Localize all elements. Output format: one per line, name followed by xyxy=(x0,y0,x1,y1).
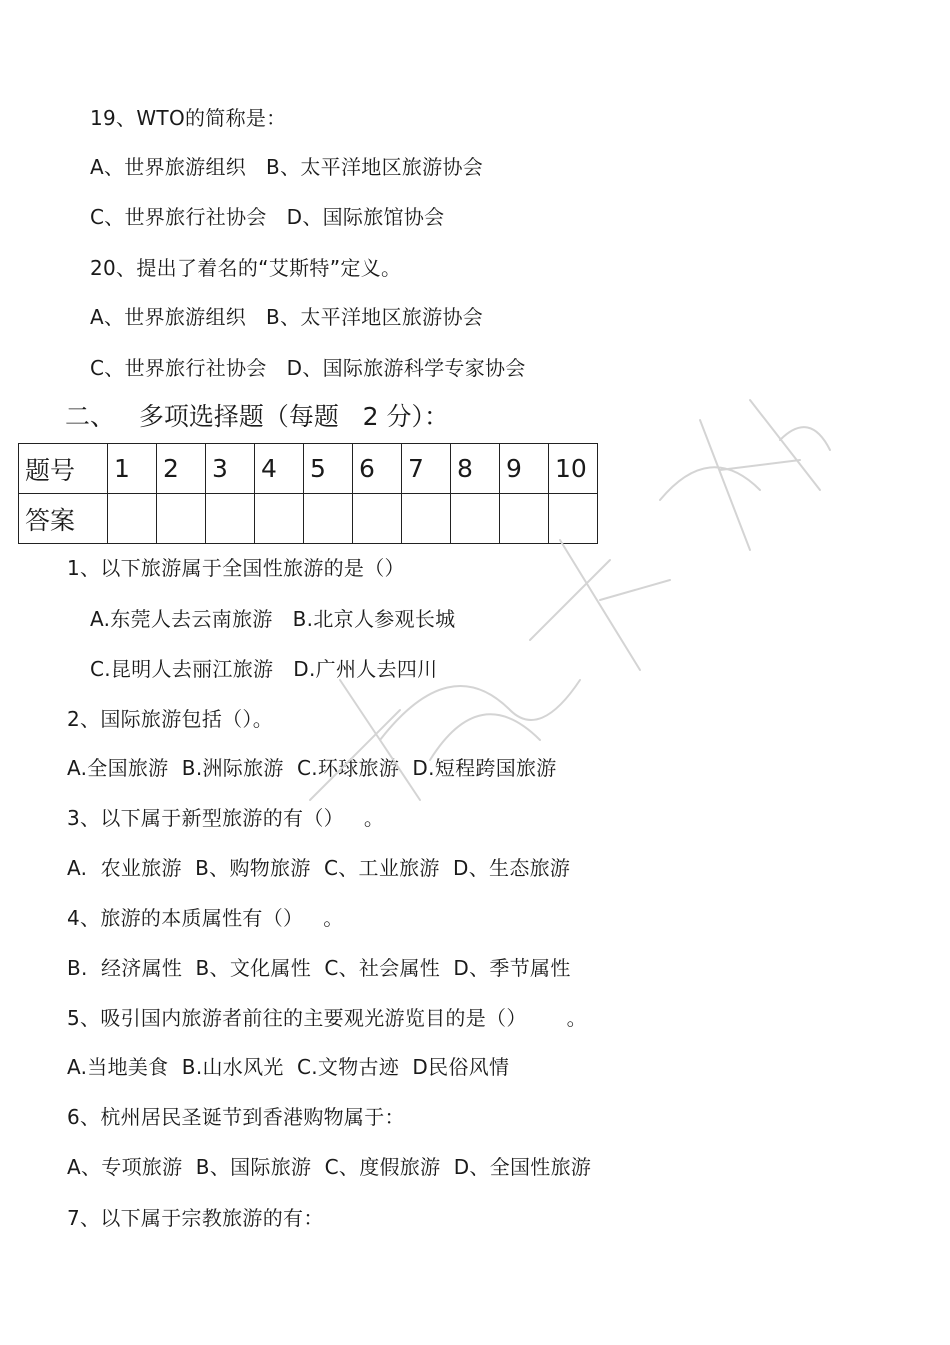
table-cell-answer xyxy=(108,494,157,544)
question-2-options: A.全国旅游 B.洲际旅游 C.环球旅游 D.短程跨国旅游 xyxy=(67,756,557,780)
table-row xyxy=(19,494,598,544)
question-4-options: B. 经济属性 B、文化属性 C、社会属性 D、季节属性 xyxy=(67,956,571,980)
question-20-options-ab: A、世界旅游组织 B、太平洋地区旅游协会 xyxy=(90,305,484,329)
question-1-options-cd: C.昆明人去丽江旅游 D.广州人去四川 xyxy=(90,657,438,681)
table-cell-answer xyxy=(402,494,451,544)
question-3-options: A. 农业旅游 B、购物旅游 C、工业旅游 D、生态旅游 xyxy=(67,856,571,880)
table-cell-answer xyxy=(500,494,549,544)
table-cell-number: 1 xyxy=(108,444,157,494)
table-cell-number: 8 xyxy=(451,444,500,494)
question-19-options-cd: C、世界旅行社协会 D、国际旅馆协会 xyxy=(90,205,445,229)
question-5-line: 5、吸引国内旅游者前往的主要观光游览目的是（） 。 xyxy=(67,1006,587,1030)
question-4-line: 4、旅游的本质属性有（） 。 xyxy=(67,906,344,930)
table-row xyxy=(19,444,598,494)
table-cell-number: 7 xyxy=(402,444,451,494)
table-cell-number: 10 xyxy=(549,444,598,494)
table-cell-number: 4 xyxy=(255,444,304,494)
question-1-line: 1、以下旅游属于全国性旅游的是（） xyxy=(67,556,405,580)
table-header-answer: 答案 xyxy=(19,494,108,544)
table-cell-answer xyxy=(451,494,500,544)
table-cell-answer xyxy=(304,494,353,544)
question-20-options-cd: C、世界旅行社协会 D、国际旅游科学专家协会 xyxy=(90,356,526,380)
table-cell-answer xyxy=(549,494,598,544)
section-title: 二、 多项选择题（每题 2 分）： xyxy=(65,402,450,431)
question-20-line: 20、提出了着名的“艾斯特”定义。 xyxy=(90,256,402,280)
table-cell-number: 6 xyxy=(353,444,402,494)
table-cell-answer xyxy=(206,494,255,544)
table-cell-answer xyxy=(353,494,402,544)
answer-table xyxy=(18,443,598,544)
question-19-options-ab: A、世界旅游组织 B、太平洋地区旅游协会 xyxy=(90,155,484,179)
question-19-line: 19、WTO的简称是： xyxy=(90,106,287,130)
table-header-number: 题号 xyxy=(19,444,108,494)
question-7-line: 7、以下属于宗教旅游的有： xyxy=(67,1206,324,1230)
table-cell-number: 5 xyxy=(304,444,353,494)
question-6-options: A、专项旅游 B、国际旅游 C、度假旅游 D、全国性旅游 xyxy=(67,1155,592,1179)
table-cell-answer xyxy=(157,494,206,544)
question-6-line: 6、杭州居民圣诞节到香港购物属于： xyxy=(67,1105,405,1129)
question-1-options-ab: A.东莞人去云南旅游 B.北京人参观长城 xyxy=(90,607,456,631)
table-cell-number: 9 xyxy=(500,444,549,494)
question-5-options: A.当地美食 B.山水风光 C.文物古迹 D民俗风情 xyxy=(67,1055,510,1079)
table-cell-number: 2 xyxy=(157,444,206,494)
question-3-line: 3、以下属于新型旅游的有（） 。 xyxy=(67,806,385,830)
question-2-line: 2、国际旅游包括（）。 xyxy=(67,707,274,731)
table-cell-answer xyxy=(255,494,304,544)
table-cell-number: 3 xyxy=(206,444,255,494)
